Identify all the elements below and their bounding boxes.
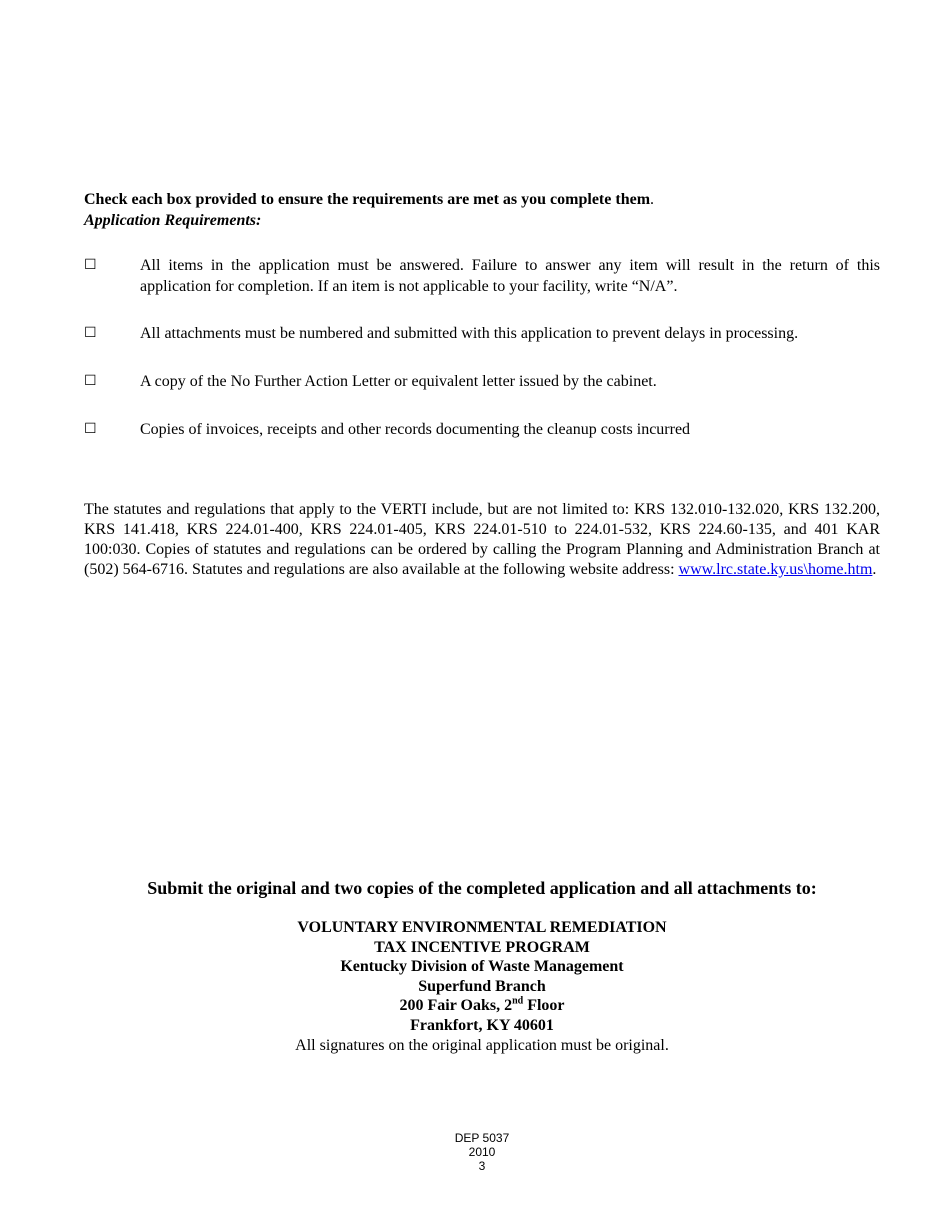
signature-note: All signatures on the original application must be original. <box>295 1036 669 1054</box>
statutes-paragraph <box>84 500 880 580</box>
instruction-period: . <box>650 191 655 208</box>
checkbox-icon[interactable]: ☐ <box>84 325 97 341</box>
statutes-period: . <box>872 561 877 578</box>
requirement-text: All attachments must be numbered and submitted with this application to prevent delays in processing. <box>140 325 799 342</box>
statutes-website-link[interactable]: www.lrc.state.ky.us\home.htm <box>678 561 873 578</box>
page-number: 3 <box>478 1159 486 1173</box>
checkbox-icon[interactable]: ☐ <box>84 257 97 273</box>
address-street <box>84 996 880 1016</box>
mailing-address <box>84 918 880 1055</box>
requirement-text: All items in the application must be answered. Failure to answer any item will result in the return of this application for completion. If an item is not applicable to your facility, write “N/A”. <box>140 257 880 295</box>
address-line: TAX INCENTIVE PROGRAM <box>374 938 590 956</box>
checkbox-icon[interactable]: ☐ <box>84 373 97 389</box>
requirement-item <box>84 323 880 344</box>
checkbox-icon[interactable]: ☐ <box>84 421 97 437</box>
requirement-item <box>84 371 880 392</box>
address-line: Superfund Branch <box>418 977 546 995</box>
submit-heading: Submit the original and two copies of the completed application and all attachments to: <box>147 878 817 898</box>
street-number: 200 Fair Oaks, 2 <box>399 997 513 1015</box>
street-floor: Floor <box>523 997 565 1015</box>
requirement-item <box>84 255 880 297</box>
instruction-line <box>84 189 880 210</box>
statutes-text: The statutes and regulations that apply to the VERTI include, but are not limited to: KRS 132.010-132.020, KRS 132.200, KRS 141.418, KRS 224.01-400, KRS 224.01-405, KRS 224.01-510 to 224.01-532, KRS 224.60-135, and 401 KAR 100:030. Copies of statutes and regulations can be ordered by calling the Program Planning and Administration Branch at (502) 564-6716. Statutes and regulations are also available at the following website address: <box>84 501 880 578</box>
requirement-text: A copy of the No Further Action Letter or equivalent letter issued by the cabinet. <box>140 373 657 390</box>
page-footer <box>84 1131 880 1173</box>
ordinal-suffix: nd <box>512 996 524 1008</box>
address-line: Kentucky Division of Waste Management <box>340 958 624 976</box>
form-year: 2010 <box>468 1145 496 1159</box>
requirement-text: Copies of invoices, receipts and other records documenting the cleanup costs incurred <box>140 421 691 438</box>
instructions-block <box>84 189 880 231</box>
requirement-item <box>84 419 880 440</box>
instruction-text: Check each box provided to ensure the requirements are met as you complete them <box>84 191 651 208</box>
form-number: DEP 5037 <box>454 1131 510 1145</box>
address-line: VOLUNTARY ENVIRONMENTAL REMEDIATION <box>297 919 667 936</box>
address-city: Frankfort, KY 40601 <box>410 1016 554 1034</box>
application-requirements-heading: Application Requirements: <box>84 212 262 229</box>
